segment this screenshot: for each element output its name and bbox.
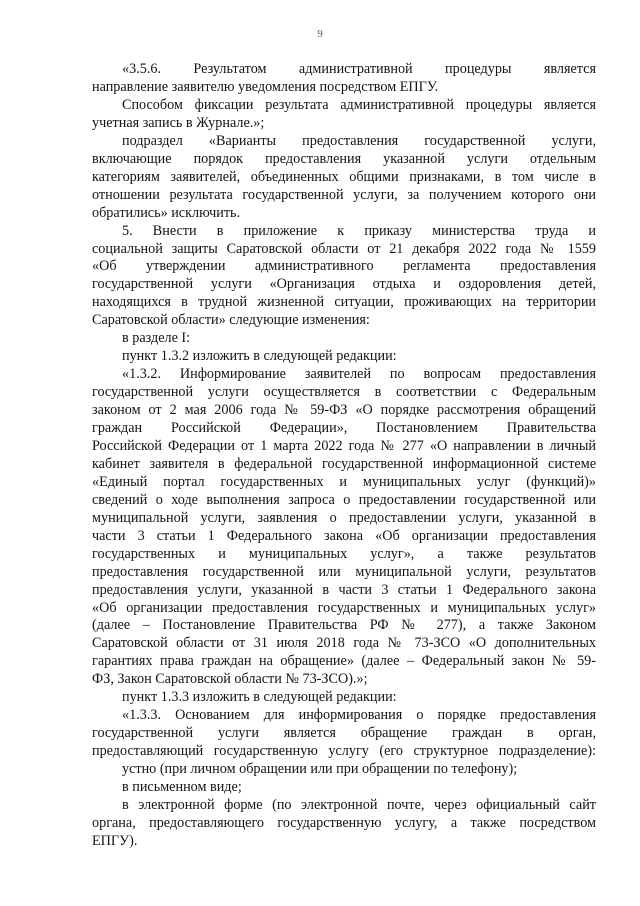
text-line: Саратовской области» следующие изменения:: [92, 312, 370, 329]
text-line: ЕПГУ).: [92, 832, 138, 849]
text-line: в разделе I:: [122, 330, 191, 347]
text-line: кабинет заявителя в федеральной государственной информационной системе: [92, 455, 596, 472]
text-line: пункт 1.3.2 изложить в следующей редакции:: [122, 348, 397, 365]
text-line: части 3 статьи 1 Федерального закона «Об организации предоставления: [92, 527, 596, 544]
text-line: предоставления государственной или муниципальной услуги, результатов: [92, 563, 596, 580]
text-line: Российской Федерации от 1 марта 2022 года № 277 «О направлении в личный: [92, 437, 596, 454]
text-line: предоставляющий государственную услугу (его структурное подразделение):: [92, 743, 596, 760]
text-line: гарантиях права граждан на обращение» (далее – Федеральный закон № 59-: [92, 653, 596, 670]
text-line: «1.3.2. Информирование заявителей по вопросам предоставления: [122, 366, 596, 383]
text-line: Саратовской области от 31 июля 2018 года № 73-ЗСО «О дополнительных: [92, 635, 596, 652]
text-line: «1.3.3. Основанием для информирования о порядке предоставления: [122, 707, 596, 724]
text-line: категориям заявителей, объединенных общими признаками, в том числе в: [92, 168, 596, 185]
text-line: «3.5.6. Результатом административной процедуры является: [122, 61, 596, 77]
text-line: государственных и муниципальных услуг», а также результатов: [92, 545, 596, 562]
text-line: государственной услуги является обращение граждан в орган,: [92, 725, 596, 742]
text-line: государственной услуги «Организация отдыха и оздоровления детей,: [92, 276, 596, 293]
text-line: подраздел «Варианты предоставления государственной услуги,: [122, 132, 596, 149]
text-line: «Единый портал государственных и муниципальных услуг (функций)»: [92, 473, 596, 490]
text-line: учетная запись в Журнале.»;: [92, 114, 265, 131]
text-line: органа, предоставляющего государственную услугу, а также посредством: [92, 814, 596, 831]
text-line: отношении результата государственной услуги, за получением которого они: [92, 186, 596, 203]
text-line: социальной защиты Саратовской области от 21 декабря 2022 года № 1559: [92, 240, 596, 257]
text-line: Способом фиксации результата административной процедуры является: [122, 96, 596, 113]
text-line: в электронной форме (по электронной почте, через официальный сайт: [122, 796, 596, 813]
text-line: включающие порядок предоставления указанной услуги отдельным: [92, 150, 596, 167]
text-line: законом от 2 мая 2006 года № 59-ФЗ «О порядке рассмотрения обращений: [92, 402, 596, 419]
text-line: пункт 1.3.3 изложить в следующей редакции:: [122, 689, 397, 706]
text-line: обратились» исключить.: [92, 204, 241, 221]
text-line: (далее – Постановление Правительства РФ № 277), а также Законом: [92, 617, 596, 634]
text-line: находящихся в трудной жизненной ситуации, проживающих на территории: [92, 294, 596, 311]
text-line: устно (при личном обращении или при обращении по телефону);: [122, 761, 518, 778]
text-line: предоставления услуги, указанной в части 3 статьи 1 Федерального закона: [92, 581, 596, 598]
text-line: направление заявителю уведомления посредством ЕПГУ.: [92, 78, 439, 95]
text-line: граждан Российской Федерации», Постановлением Правительства: [92, 420, 596, 436]
page-number: 9: [317, 28, 323, 40]
text-line: в письменном виде;: [122, 779, 242, 795]
text-line: ФЗ, Закон Саратовской области № 73-ЗСО).»;: [92, 671, 368, 688]
text-line: муниципальной услуги, заявления о предоставлении услуги, указанной в: [92, 509, 596, 526]
text-line: «Об организации предоставления государственных и муниципальных услуг»: [92, 599, 596, 616]
text-line: «Об утверждении административного регламента предоставления: [92, 258, 596, 275]
text-line: 5. Внести в приложение к приказу министерства труда и: [122, 222, 596, 239]
text-line: сведений о ходе выполнения запроса о предоставлении государственной или: [92, 491, 596, 508]
text-line: государственной услуги осуществляется в соответствии с Федеральным: [92, 384, 596, 401]
